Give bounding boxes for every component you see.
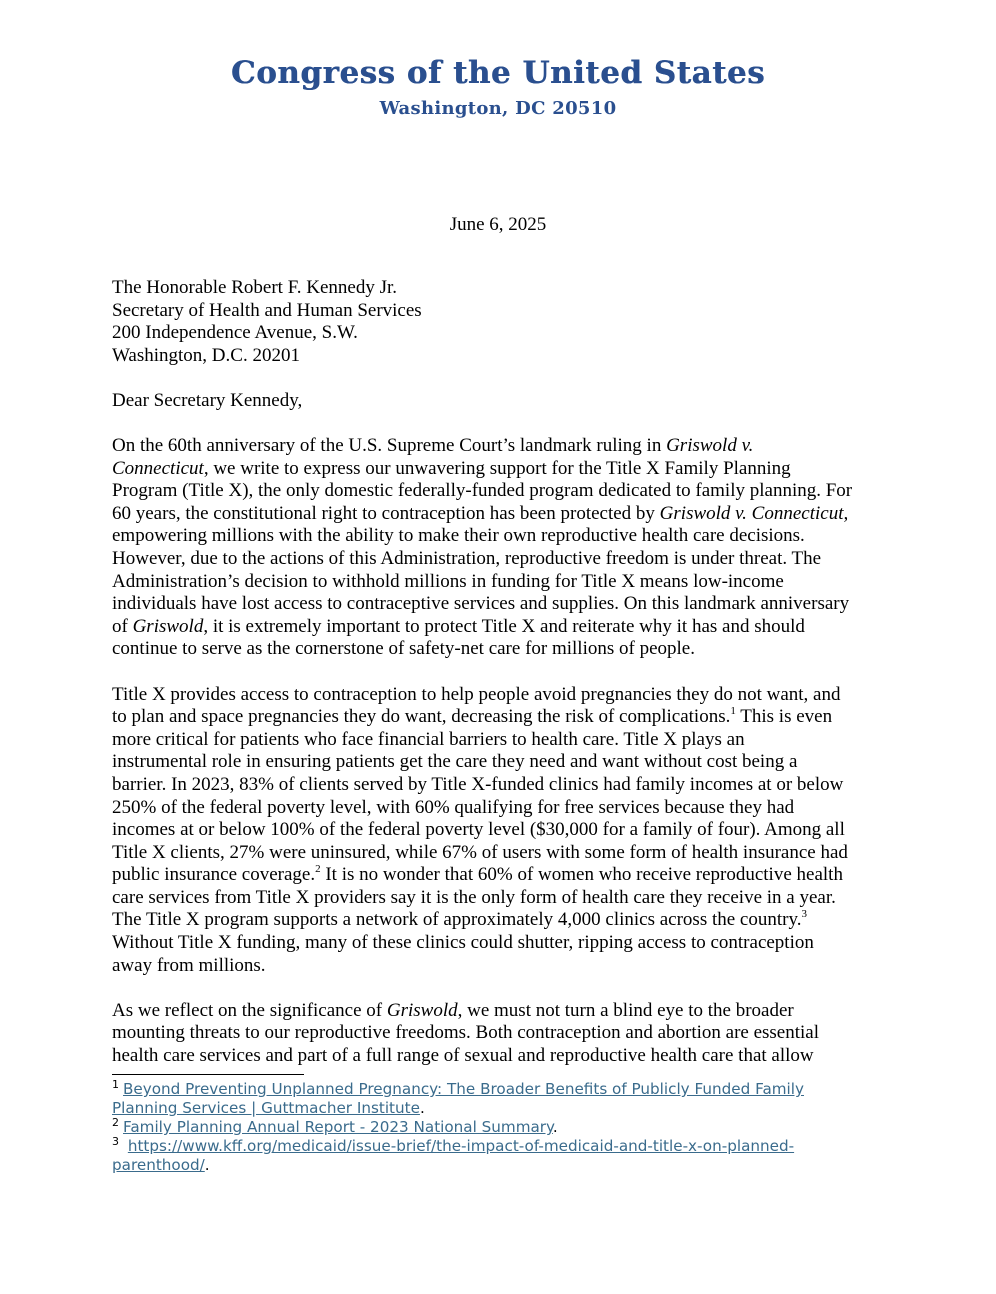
text-line: Without Title X funding, many of these clinics could shutter, ripping access to contraception bbox=[112, 932, 814, 954]
text-line: Title X clients, 27% were uninsured, while 67% of users with some form of health insurance had bbox=[112, 841, 848, 863]
footnote-link[interactable]: Planning Services | Guttmacher Institute bbox=[112, 1099, 420, 1117]
addressee-line: Secretary of Health and Human Services bbox=[112, 299, 422, 321]
text-line: Title X provides access to contraception to help people avoid pregnancies they do not want, and bbox=[112, 683, 841, 705]
footnote-link[interactable]: Family Planning Annual Report - 2023 National Summary bbox=[123, 1118, 553, 1136]
text-line: continue to serve as the cornerstone of safety-net care for millions of people. bbox=[112, 638, 695, 660]
footnote-link[interactable]: Beyond Preventing Unplanned Pregnancy: The Broader Benefits of Publicly Funded Family bbox=[123, 1080, 804, 1098]
addressee-block bbox=[112, 277, 422, 367]
text-line: 60 years, the constitutional right to contraception has been protected by Griswold v. Connecticut, bbox=[112, 502, 849, 524]
text-line: care services from Title X providers say it is the only form of health care they receive in a year. bbox=[112, 886, 836, 908]
footnote-marker: 2 bbox=[315, 862, 321, 875]
body-paragraph bbox=[112, 1000, 892, 1068]
italic-text: Griswold bbox=[132, 615, 204, 637]
body-paragraph bbox=[112, 684, 892, 978]
text-line: mounting threats to our reproductive freedoms. Both contraception and abortion are essential bbox=[112, 1022, 820, 1044]
footnote-line: parenthood/. bbox=[112, 1156, 210, 1174]
italic-text: Griswold v. Connecticut, bbox=[659, 502, 849, 524]
italic-text: Connecticut bbox=[112, 457, 204, 479]
footnote-line: $^2$ Family Planning Annual Report - 2023 National Summary. bbox=[112, 1115, 558, 1136]
footnote-link[interactable]: parenthood/ bbox=[112, 1156, 205, 1174]
footnote-link[interactable]: https://www.kff.org/medicaid/issue-brief/the-impact-of-medicaid-and-title-x-on-planned- bbox=[127, 1137, 795, 1155]
letter-date: June 6, 2025 bbox=[449, 214, 547, 235]
letterhead-subtitle: Washington, DC 20510 bbox=[379, 98, 617, 119]
addressee-line: The Honorable Robert F. Kennedy Jr. bbox=[112, 277, 397, 298]
footnotes bbox=[112, 1077, 892, 1175]
text-line: empowering millions with the ability to make their own reproductive health care decisions. bbox=[112, 525, 805, 547]
addressee-line: Washington, D.C. 20201 bbox=[112, 344, 300, 366]
footnote-number: 1 bbox=[112, 1077, 119, 1091]
text-line: Administration’s decision to withhold millions in funding for Title X means low-income bbox=[112, 570, 784, 592]
footnote-line bbox=[112, 1077, 892, 1099]
text-line: barrier. In 2023, 83% of clients served by Title X-funded clinics had family incomes at or below bbox=[112, 773, 844, 795]
text-line: 250% of the federal poverty level, with 60% qualifying for free services because they had bbox=[112, 796, 795, 818]
letterhead bbox=[0, 54, 996, 122]
text-line: The Title X program supports a network of approximately 4,000 clinics across the country.$^3$ bbox=[112, 908, 807, 931]
text-line: Program (Title X), the only domestic federally-funded program dedicated to family planning. For bbox=[112, 480, 853, 502]
text-line: of Griswold, it is extremely important to protect Title X and reiterate why it has and should bbox=[112, 615, 805, 637]
footnote-line: Planning Services | Guttmacher Institute. bbox=[112, 1099, 425, 1117]
footnote-line bbox=[112, 1134, 892, 1156]
footnote-number: 3 bbox=[112, 1134, 119, 1148]
text-line: However, due to the actions of this Administration, reproductive freedom is under threat. The bbox=[112, 547, 822, 569]
text-line: more critical for patients who face financial barriers to health care. Title X plays an bbox=[112, 728, 745, 750]
italic-text: Griswold v. bbox=[666, 435, 754, 456]
text-line: Connecticut, we write to express our unwavering support for the Title X Family Planning bbox=[112, 457, 791, 479]
text-line: individuals have lost access to contraceptive services and supplies. On this landmark anniversary bbox=[112, 593, 850, 615]
footnote-number: 2 bbox=[112, 1115, 119, 1129]
text-line: incomes at or below 100% of the federal poverty level ($30,000 for a family of four). Among all bbox=[112, 819, 845, 841]
text-line: public insurance coverage.$^2$ It is no wonder that 60% of women who receive reproductive health bbox=[112, 862, 843, 886]
footnote-separator bbox=[112, 1074, 304, 1075]
salutation: Dear Secretary Kennedy, bbox=[112, 390, 303, 411]
italic-text: Griswold bbox=[386, 999, 458, 1021]
letterhead-title: Congress of the United States bbox=[230, 55, 766, 91]
text-line: instrumental role in ensuring patients get the care they need and want without cost being a bbox=[112, 751, 798, 773]
text-line: away from millions. bbox=[112, 954, 266, 976]
footnote-marker: 1 bbox=[730, 704, 736, 717]
text-line: As we reflect on the significance of Griswold, we must not turn a blind eye to the broader bbox=[112, 999, 794, 1021]
text-line: health care services and part of a full range of sexual and reproductive health care that allow bbox=[112, 1045, 814, 1067]
body-paragraph bbox=[112, 435, 892, 661]
text-line: to plan and space pregnancies they do want, decreasing the risk of complications.$^1$ This is even bbox=[112, 704, 833, 728]
letter-body bbox=[112, 435, 892, 1090]
addressee-line: 200 Independence Avenue, S.W. bbox=[112, 322, 358, 344]
text-line: On the 60th anniversary of the U.S. Supreme Court’s landmark ruling in Griswold v. bbox=[112, 435, 754, 456]
footnote-marker: 3 bbox=[801, 908, 807, 921]
